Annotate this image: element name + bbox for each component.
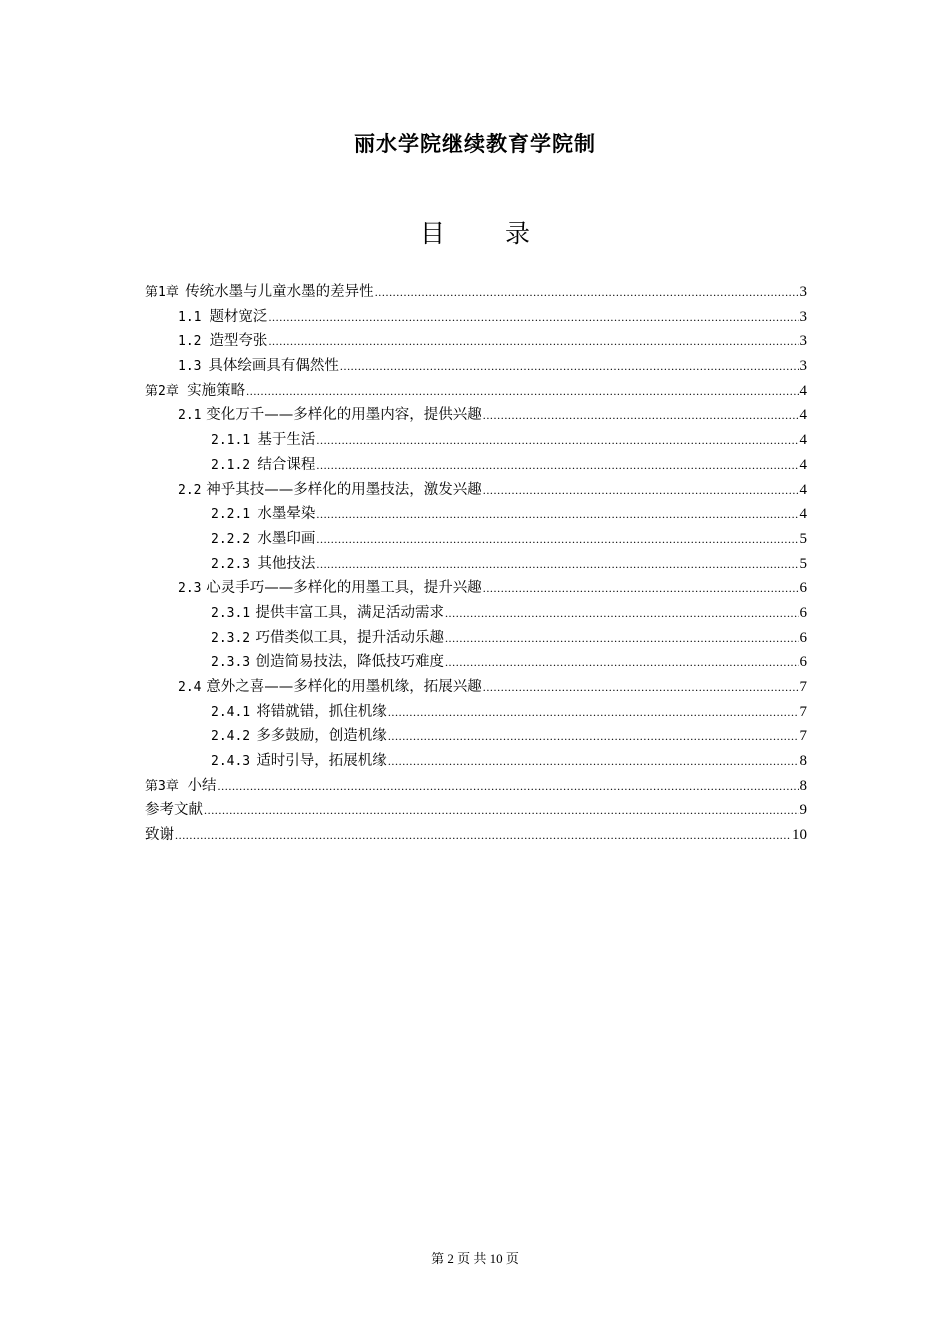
toc-entry[interactable] [145, 379, 807, 404]
toc-entry-number: 2.4.2 [211, 729, 251, 745]
toc-entry-number: 2.4.1 [211, 704, 251, 720]
toc-entry-page-number: 3 [799, 284, 807, 300]
toc-entry-page-number: 3 [799, 308, 807, 325]
toc-entry-number: 2.2.1 [211, 507, 251, 523]
toc-title: 目 录 [420, 219, 556, 248]
toc-entry-page-number: 4 [799, 432, 807, 449]
toc-entry-page-number: 5 [799, 555, 807, 572]
toc-entry-number: 1.2 [178, 334, 202, 350]
toc-entry-number: 第3章 [145, 778, 179, 794]
toc-entry[interactable] [145, 774, 807, 799]
toc-entry-page-number: 4 [799, 481, 807, 498]
toc-entry[interactable] [145, 552, 807, 577]
toc-entry-page-number: 7 [799, 728, 807, 745]
toc-entry-label: 多多鼓励，创造机缘 [256, 728, 387, 745]
toc-entry-number: 2.1.1 [211, 433, 251, 449]
toc-entry[interactable] [145, 601, 807, 626]
toc-entry-label: 神乎其技——多样化的用墨技法，激发兴趣 [206, 481, 482, 498]
toc-dot-leader [375, 280, 799, 305]
toc-entry-page-number: 6 [799, 580, 807, 597]
toc-entry[interactable] [145, 700, 807, 725]
toc-dot-leader [388, 700, 799, 725]
toc-entry-label: 心灵手巧——多样化的用墨工具，提升兴趣 [206, 580, 482, 597]
toc-entry-label: 水墨晕染 [257, 506, 316, 523]
toc-dot-leader [204, 798, 799, 823]
toc-entry-page-number: 4 [799, 506, 807, 523]
toc-dot-leader [340, 354, 799, 379]
toc-dot-leader [218, 774, 799, 799]
toc-entry-number: 第1章 [145, 285, 179, 300]
toc-entry-number: 2.3.3 [211, 655, 251, 671]
toc-entry-label: 其他技法 [257, 555, 316, 572]
toc-entry-label: 致谢 [145, 827, 174, 844]
toc-dot-leader [483, 403, 799, 428]
toc-entry-label: 实施策略 [187, 382, 246, 399]
toc-entry-label: 结合课程 [257, 456, 316, 473]
toc-dot-leader [445, 626, 799, 651]
toc-entry-label: 适时引导，拓展机缘 [256, 753, 387, 770]
toc-entry-number: 2.3.1 [211, 605, 251, 621]
toc-entry-label: 巧借类似工具，提升活动乐趣 [255, 629, 444, 646]
toc-entry-label: 参考文献 [145, 802, 203, 819]
toc-entry-page-number: 8 [799, 753, 807, 770]
toc-dot-leader [483, 478, 799, 503]
toc-entry-page-number: 9 [799, 802, 807, 819]
toc-entry[interactable] [145, 749, 807, 774]
toc-dot-leader [388, 724, 799, 749]
toc-entry-number: 1.3 [178, 359, 202, 375]
toc-dot-leader [175, 823, 791, 848]
toc-entry[interactable] [145, 354, 807, 379]
toc-entry-number: 2.2.3 [211, 556, 251, 572]
toc-entry[interactable] [145, 403, 807, 428]
toc-entry-page-number: 10 [792, 827, 807, 844]
toc-entry-label: 将错就错，抓住机缘 [256, 703, 387, 720]
toc-entry[interactable] [145, 502, 807, 527]
toc-dot-leader [246, 379, 798, 404]
toc-entry-number: 2.2 [178, 482, 202, 498]
toc-entry-label: 创造简易技法，降低技巧难度 [255, 654, 444, 671]
toc-entry-label: 水墨印画 [257, 530, 316, 547]
toc-entry-label: 题材宽泛 [209, 308, 268, 325]
toc-dot-leader [483, 675, 799, 700]
toc-entry-label: 传统水墨与儿童水墨的差异性 [185, 284, 374, 300]
toc-entry[interactable] [145, 724, 807, 749]
toc-entry-label: 具体绘画具有偶然性 [208, 358, 339, 375]
toc-entry[interactable] [145, 305, 807, 330]
toc-dot-leader [268, 329, 798, 354]
document-header-title: 丽水学院继续教育学院制 [354, 132, 596, 156]
toc-entry-page-number: 6 [799, 654, 807, 671]
toc-entry[interactable] [145, 650, 807, 675]
toc-entry[interactable] [145, 527, 807, 552]
toc-entry-page-number: 5 [799, 530, 807, 547]
toc-dot-leader [388, 749, 799, 774]
toc-dot-leader [316, 428, 798, 453]
toc-entry-label: 造型夸张 [209, 333, 268, 350]
toc-dot-leader [445, 650, 799, 675]
toc-entry[interactable] [145, 576, 807, 601]
toc-dot-leader [316, 453, 798, 478]
toc-entry[interactable] [145, 626, 807, 651]
toc-entry[interactable] [145, 428, 807, 453]
toc-entry[interactable] [145, 823, 807, 848]
toc-entry-number: 1.1 [178, 309, 202, 325]
toc-entry-page-number: 4 [799, 407, 807, 424]
toc-entry-page-number: 4 [799, 382, 807, 399]
toc-entry-label: 基于生活 [257, 432, 316, 449]
toc-entry-page-number: 8 [799, 777, 807, 794]
toc-entry-page-number: 4 [799, 456, 807, 473]
toc-entry-number: 2.2.2 [211, 531, 251, 547]
toc-entry-number: 2.3 [178, 581, 202, 597]
toc-entry[interactable] [145, 798, 807, 823]
toc-entry-label: 变化万千——多样化的用墨内容，提供兴趣 [206, 407, 482, 424]
toc-entry-page-number: 6 [799, 604, 807, 621]
toc-entry-label: 提供丰富工具，满足活动需求 [255, 604, 444, 621]
toc-dot-leader [316, 502, 798, 527]
toc-entry-number: 2.4 [178, 680, 202, 695]
toc-entry[interactable] [145, 280, 807, 305]
toc-entry-label: 意外之喜——多样化的用墨机缘，拓展兴趣 [206, 679, 482, 695]
toc-entry[interactable] [145, 453, 807, 478]
toc-entry-page-number: 3 [799, 333, 807, 350]
toc-dot-leader [316, 527, 798, 552]
toc-entry[interactable] [145, 478, 807, 503]
toc-entry-page-number: 3 [799, 358, 807, 375]
toc-entry-number: 2.1 [178, 408, 202, 424]
toc-entry-number: 2.3.2 [211, 630, 251, 646]
toc-entry-page-number: 6 [799, 629, 807, 646]
toc-entry-page-number: 7 [799, 679, 807, 695]
toc-dot-leader [316, 552, 798, 577]
toc-dot-leader [445, 601, 799, 626]
toc-dot-leader [268, 305, 798, 330]
toc-entry-page-number: 7 [799, 703, 807, 720]
toc-entry-number: 2.4.3 [211, 754, 251, 770]
toc-entry[interactable] [145, 329, 807, 354]
toc-entry-number: 第2章 [145, 383, 179, 399]
toc-entry[interactable] [145, 675, 807, 700]
toc-entry-label: 小结 [187, 777, 217, 794]
page-footer: 第 2 页 共 10 页 [431, 1251, 519, 1266]
toc-entry-number: 2.1.2 [211, 457, 251, 473]
table-of-contents [145, 280, 807, 848]
toc-dot-leader [483, 576, 799, 601]
